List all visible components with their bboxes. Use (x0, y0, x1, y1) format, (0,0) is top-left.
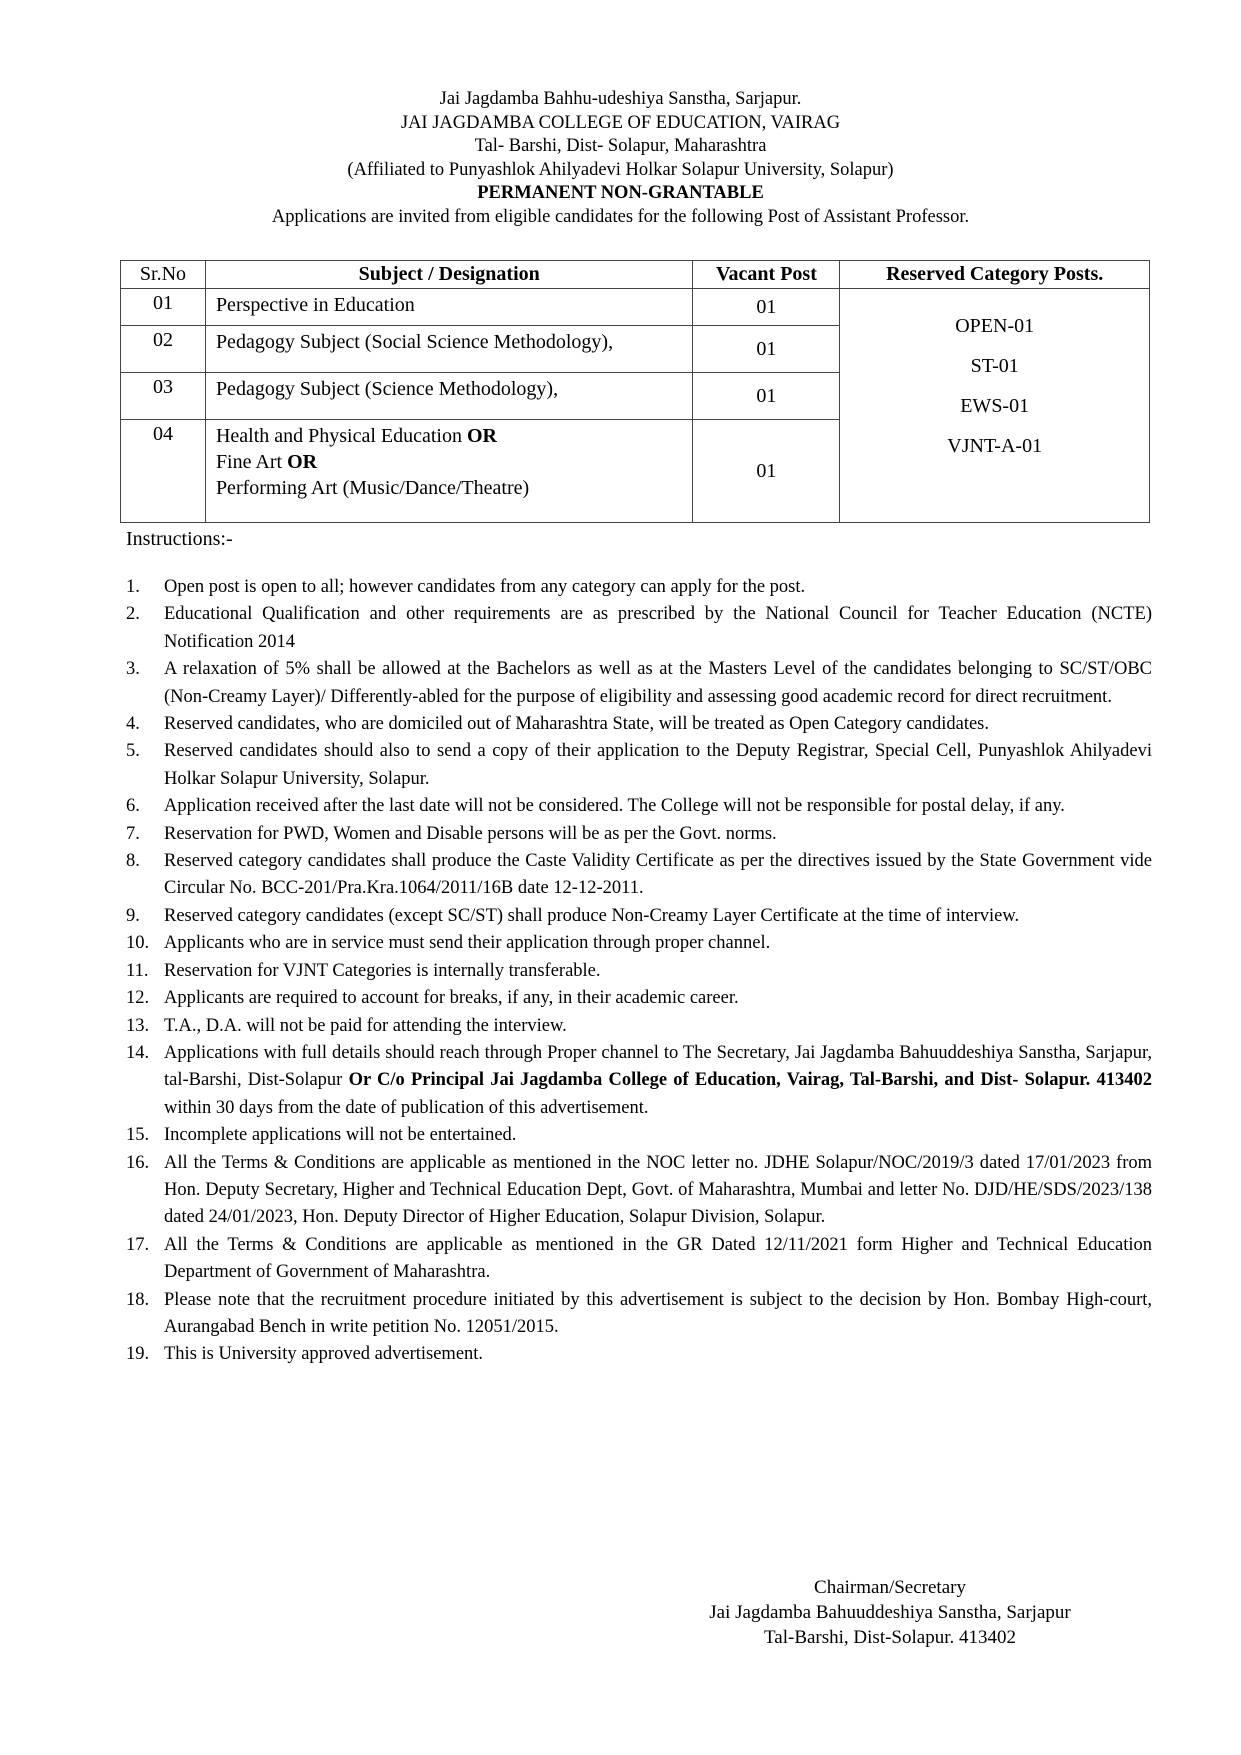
list-item (126, 903, 1152, 930)
signatory-address: Tal-Barshi, Dist-Solapur. 413402 (764, 1627, 1016, 1648)
reserved-post: ST-01 (970, 354, 1019, 377)
reserved-post: VJNT-A-01 (947, 434, 1043, 457)
list-item (126, 1287, 1152, 1342)
reserved-category-cell (840, 289, 1150, 523)
list-item (126, 848, 1152, 903)
item-number: 4. (126, 714, 140, 735)
item-text: Reserved candidates, who are domiciled out of Maharashtra State, will be treated as Open Category candidates. (164, 714, 990, 735)
college-name: JAI JAGDAMBA COLLEGE OF EDUCATION, VAIRAG (400, 112, 841, 133)
item-text: Applicants who are in service must send their application through proper channel. (164, 933, 771, 954)
list-item (126, 793, 1152, 820)
signatory-title: Chairman/Secretary (814, 1577, 966, 1598)
col-header-subject: Subject / Designation (205, 261, 693, 289)
col-header-vacant: Vacant Post (693, 261, 840, 289)
item-number: 15. (126, 1125, 150, 1146)
list-item (126, 738, 1152, 793)
item-text: All the Terms & Conditions are applicable as mentioned in the GR Dated 12/11/2021 form Higher and Technical Education Department of Government of Maharashtra. (164, 1234, 1152, 1283)
item-text: Educational Qualification and other requirements are as prescribed by the National Council for Teacher Education (NCTE) Notification 2014 (164, 604, 1152, 652)
instructions-title: Instructions:- (126, 528, 233, 550)
invitation-text: Applications are invited from eligible candidates for the following Post of Assistant Professor. (271, 206, 970, 227)
row-vacant: 01 (693, 373, 840, 420)
item-text: Reservation for VJNT Categories is internally transferable. (164, 960, 601, 981)
item-number: 17. (126, 1234, 150, 1255)
col-header-reserved: Reserved Category Posts. (840, 261, 1150, 289)
row-vacant: 01 (693, 420, 840, 523)
item-number: 13. (126, 1015, 150, 1036)
subject-text: Health and Physical Education (215, 425, 467, 447)
item-text: Open post is open to all; however candidates from any category can apply for the post. (164, 577, 806, 597)
item-text: T.A., D.A. will not be paid for attending the interview. (164, 1015, 567, 1036)
post-type: PERMANENT NON-GRANTABLE (477, 183, 764, 203)
col-header-sr: Sr.No (121, 261, 206, 289)
item-number: 16. (126, 1152, 150, 1173)
subject-text: Fine Art (215, 451, 288, 473)
row-vacant: 01 (693, 326, 840, 373)
item-text: A relaxation of 5% shall be allowed at the Bachelors as well as at the Masters Level of the candidates belonging to SC/ST/OBC (Non-Creamy Layer)/ Differently-abled for the purpose of eligibility and assessing good academic record for direct recruitment. (164, 659, 1152, 707)
item-text: Reserved category candidates (except SC/ST) shall produce Non-Creamy Layer Certificate at the time of interview. (164, 905, 1020, 926)
row-sr: 03 (121, 373, 206, 420)
item-text: This is University approved advertisement. (164, 1344, 484, 1365)
item-number: 8. (126, 851, 140, 872)
list-item (126, 574, 1152, 601)
item-number: 11. (126, 960, 149, 981)
reserved-post: OPEN-01 (955, 314, 1035, 337)
item-text: Reserved candidates should also to send a copy of their application to the Deputy Registrar, Special Cell, Punyashlok Ahilyadevi Holkar Solapur University, Solapur. (164, 741, 1152, 789)
list-item (126, 1341, 1152, 1368)
list-item (126, 1122, 1152, 1149)
item-number: 12. (126, 988, 150, 1009)
item-text: Applications with full details should reach through Proper channel to The Secretary, Jai Jagdamba Bahuuddeshiya Sanstha, Sarjapur, tal-Barshi, Dist-Solapur (164, 1042, 1152, 1091)
item-text: Incomplete applications will not be entertained. (164, 1125, 517, 1146)
item-text: within 30 days from the date of publication of this advertisement. (164, 1097, 649, 1118)
college-address: Tal- Barshi, Dist- Solapur, Maharashtra (474, 136, 767, 156)
row-subject (205, 420, 693, 523)
item-number: 6. (126, 796, 140, 817)
item-number: 3. (126, 659, 140, 680)
reserved-post: EWS-01 (960, 394, 1030, 417)
item-text: Reservation for PWD, Women and Disable persons will be as per the Govt. norms. (164, 823, 777, 844)
document-header (0, 88, 1241, 229)
or-label: OR (466, 425, 497, 447)
item-text: Please note that the recruitment procedure initiated by this advertisement is subject to the decision by Hon. Bombay High-court, Aurangabad Bench in write petition No. 12051/2015. (164, 1289, 1152, 1337)
list-item (126, 985, 1152, 1012)
vacancy-table (120, 260, 1150, 523)
row-subject: Pedagogy Subject (Science Methodology), (205, 373, 693, 420)
item-number: 7. (126, 823, 140, 844)
item-number: 18. (126, 1289, 150, 1310)
row-sr: 02 (121, 326, 206, 373)
row-subject: Perspective in Education (205, 289, 693, 326)
list-item (126, 656, 1152, 711)
row-vacant: 01 (693, 289, 840, 326)
item-number: 19. (126, 1344, 150, 1365)
signature-block (660, 1575, 1120, 1650)
item-text: Application received after the last date will not be considered. The College will not be responsible for postal delay, if any. (164, 796, 1065, 817)
list-item (126, 601, 1152, 656)
affiliation: (Affiliated to Punyashlok Ahilyadevi Holkar Solapur University, Solapur) (347, 159, 894, 180)
signatory-org: Jai Jagdamba Bahuuddeshiya Sanstha, Sarjapur (709, 1602, 1071, 1623)
instructions-list (126, 574, 1152, 1369)
list-item (126, 1013, 1152, 1040)
item-text: Reserved category candidates shall produce the Caste Validity Certificate as per the directives issued by the State Government vide Circular No. BCC-201/Pra.Kra.1064/2011/16B date 12-12-2011. (164, 851, 1152, 899)
row-sr: 01 (121, 289, 206, 326)
list-item (126, 1150, 1152, 1232)
table-header-row (121, 261, 1150, 289)
society-name: Jai Jagdamba Bahhu-udeshiya Sanstha, Sarjapur. (439, 89, 802, 109)
list-item (126, 821, 1152, 848)
or-label: OR (287, 451, 318, 473)
table-row (121, 289, 1150, 326)
list-item (126, 958, 1152, 985)
item-number: 14. (126, 1042, 150, 1063)
item-number: 2. (126, 604, 140, 625)
item-number: 10. (126, 933, 150, 954)
list-item (126, 930, 1152, 957)
list-item (126, 1232, 1152, 1287)
item-text: Applicants are required to account for breaks, if any, in their academic career. (164, 988, 739, 1009)
list-item (126, 711, 1152, 738)
row-sr: 04 (121, 420, 206, 523)
item-number: 5. (126, 741, 140, 762)
subject-text: Performing Art (Music/Dance/Theatre) (215, 477, 530, 499)
row-subject: Pedagogy Subject (Social Science Methodology), (205, 326, 693, 373)
item-text-bold: Or C/o Principal Jai Jagdamba College of Education, Vairag, Tal-Barshi, and Dist- Solapur. 413402 (348, 1070, 1152, 1091)
item-text: All the Terms & Conditions are applicable as mentioned in the NOC letter no. JDHE Solapur/NOC/2019/3 dated 17/01/2023 from Hon. Deputy Secretary, Higher and Technical Education Dept, Govt. of Maharashtra, Mumbai and letter No. DJD/HE/SDS/2023/138 dated 24/01/2023, Hon. Deputy Director of Higher Education, Solapur Division, Solapur. (164, 1152, 1152, 1228)
list-item (126, 1040, 1152, 1122)
item-number: 1. (126, 577, 140, 597)
item-number: 9. (126, 905, 140, 926)
